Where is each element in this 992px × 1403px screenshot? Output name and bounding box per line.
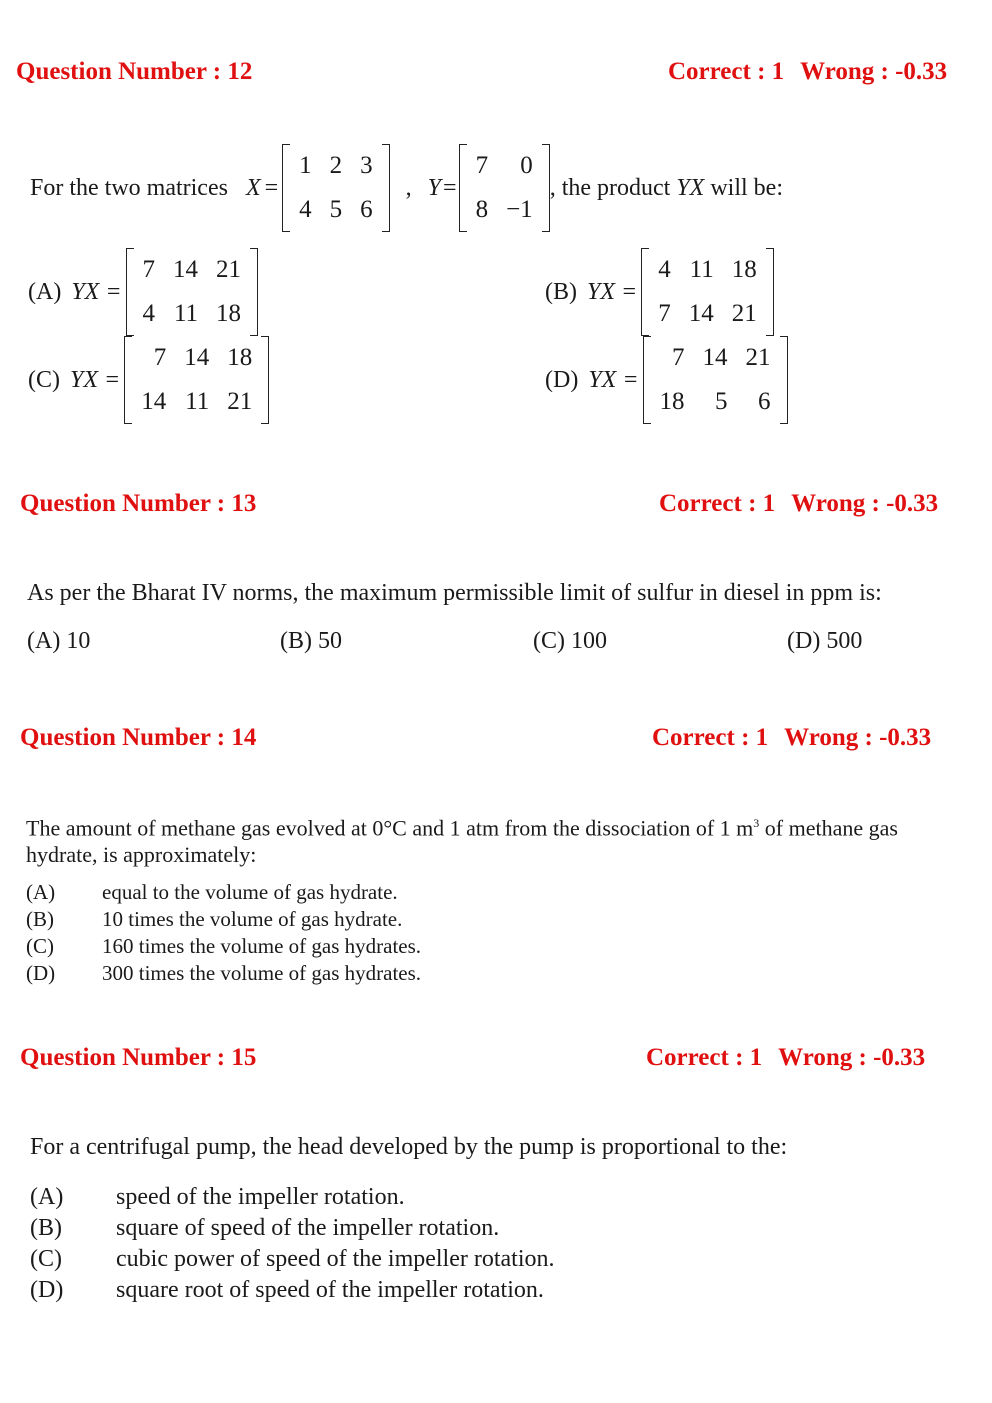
option-c[interactable] [28, 338, 269, 422]
option-text: square root of speed of the impeller rotation. [116, 1277, 544, 1303]
option-b[interactable]: (B) 50 [280, 628, 342, 654]
option-c[interactable]: (C) 100 [533, 628, 607, 654]
option-d[interactable] [30, 1275, 555, 1306]
matrix-cell: 21 [227, 388, 253, 415]
correct-marks: Correct : 1 [668, 58, 785, 85]
wrong-marks: Wrong : -0.33 [800, 58, 948, 85]
question-15-options [30, 1182, 555, 1306]
question-number-14: Question Number : 14 [20, 724, 257, 751]
option-d[interactable] [26, 960, 421, 987]
question-number-12: Question Number : 12 [16, 58, 253, 85]
option-a[interactable] [26, 879, 421, 906]
option-label: (D) [545, 366, 579, 393]
matrix-cell: 6 [360, 196, 373, 223]
correct-marks: Correct : 1 [646, 1044, 763, 1071]
matrix-cell: 11 [185, 388, 210, 415]
option-label: (D) [30, 1277, 64, 1303]
option-lhs: YX = [70, 366, 121, 393]
matrix-y-symbol: Y [427, 174, 442, 201]
equals-sign: = [443, 174, 457, 201]
option-label: (B) [30, 1215, 62, 1241]
option-c[interactable] [26, 933, 421, 960]
option-lhs: YX = [71, 278, 122, 305]
stem-end: will be: [710, 174, 783, 201]
matrix-cell: 18 [216, 300, 242, 327]
option-b[interactable] [26, 906, 421, 933]
matrix-cell: 7 [153, 344, 167, 371]
correct-marks: Correct : 1 [659, 490, 776, 517]
matrix-cell: 2 [329, 152, 343, 179]
stem-text: of methane gas [759, 815, 898, 841]
matrix-cell: 11 [689, 256, 714, 283]
marking-scheme-14 [652, 724, 931, 752]
matrix-cell: 14 [184, 344, 210, 371]
matrix-cell: 21 [731, 300, 757, 327]
stem-intro: For the two matrices [30, 174, 228, 201]
question-number-13: Question Number : 13 [20, 490, 257, 517]
matrix-cell: 3 [360, 152, 373, 179]
matrix-cell: 6 [758, 388, 771, 415]
matrix-cell: 4 [299, 196, 312, 223]
option-label: (C) [30, 1246, 62, 1272]
stem-line-2: hydrate, is approximately: [26, 842, 257, 868]
matrix-cell: 4 [658, 256, 671, 283]
matrix-cell: 1 [299, 152, 312, 179]
option-text: 300 times the volume of gas hydrates. [102, 961, 422, 985]
question-15-stem: For a centrifugal pump, the head developed by the pump is proportional to the: [30, 1134, 788, 1160]
matrix-cell: 21 [745, 344, 771, 371]
option-label: (C) [26, 934, 54, 958]
matrix-cell: 5 [329, 196, 343, 223]
matrix-cell: 14 [141, 388, 167, 415]
comma: , [405, 174, 412, 201]
option-text: square of speed of the impeller rotation. [116, 1215, 500, 1241]
option-matrix [124, 336, 269, 424]
matrix-cell: 14 [173, 256, 199, 283]
matrix-cell: 14 [688, 300, 714, 327]
matrix-cell: 18 [659, 388, 685, 415]
option-b[interactable] [30, 1213, 555, 1244]
stem-tail: , the product [549, 174, 671, 201]
option-d[interactable] [545, 338, 788, 422]
matrix-x-symbol: X [245, 174, 261, 201]
option-b[interactable] [545, 250, 774, 334]
option-matrix [126, 248, 259, 336]
product-symbol: YX [676, 174, 705, 201]
option-label: (A) [28, 278, 62, 305]
option-lhs: YX = [588, 366, 639, 393]
equals-sign: = [264, 174, 279, 201]
option-label: (A) [30, 1184, 64, 1210]
option-text: equal to the volume of gas hydrate. [102, 880, 398, 904]
question-12-stem [30, 146, 783, 230]
option-matrix [643, 336, 788, 424]
option-text: cubic power of speed of the impeller rotation. [116, 1246, 555, 1272]
wrong-marks: Wrong : -0.33 [791, 490, 939, 517]
option-matrix [641, 248, 774, 336]
matrix-x [282, 144, 390, 232]
option-a[interactable] [28, 250, 258, 334]
option-label: (B) [545, 278, 577, 305]
question-14-stem [26, 810, 976, 868]
option-lhs: YX = [587, 278, 638, 305]
marking-scheme-12 [668, 58, 947, 86]
option-d[interactable]: (D) 500 [787, 628, 863, 654]
matrix-cell: 14 [702, 344, 728, 371]
matrix-cell: 18 [227, 344, 253, 371]
option-text: 10 times the volume of gas hydrate. [102, 907, 403, 931]
matrix-cell: 7 [658, 300, 671, 327]
stem-text: The amount of methane gas evolved at 0°C and 1 atm from the dissociation of 1 m [26, 815, 754, 841]
option-label: (D) [26, 961, 56, 985]
correct-marks: Correct : 1 [652, 724, 769, 751]
wrong-marks: Wrong : -0.33 [784, 724, 932, 751]
option-label: (A) [26, 880, 56, 904]
matrix-cell: 11 [173, 300, 199, 327]
option-text: speed of the impeller rotation. [116, 1184, 405, 1210]
marking-scheme-15 [646, 1044, 925, 1072]
matrix-cell: 4 [142, 300, 156, 327]
matrix-cell: 18 [731, 256, 757, 283]
matrix-cell: 0 [520, 152, 533, 179]
superscript: 3 [753, 816, 760, 830]
option-text: 160 times the volume of gas hydrates. [102, 934, 422, 958]
matrix-cell: 5 [715, 388, 728, 415]
matrix-cell: −1 [506, 196, 533, 223]
matrix-cell: 21 [216, 256, 242, 283]
question-13-stem: As per the Bharat IV norms, the maximum permissible limit of sulfur in diesel in ppm is: [27, 580, 882, 606]
matrix-cell: 7 [475, 152, 489, 179]
question-14-options [26, 879, 421, 987]
wrong-marks: Wrong : -0.33 [778, 1044, 926, 1071]
option-label: (B) [26, 907, 54, 931]
matrix-y [459, 144, 550, 232]
matrix-cell: 7 [142, 256, 156, 283]
question-number-15: Question Number : 15 [20, 1044, 257, 1071]
marking-scheme-13 [659, 490, 938, 518]
option-a[interactable]: (A) 10 [27, 628, 91, 654]
matrix-cell: 8 [475, 196, 489, 223]
matrix-cell: 7 [672, 344, 685, 371]
option-a[interactable] [30, 1182, 555, 1213]
option-c[interactable] [30, 1244, 555, 1275]
option-label: (C) [28, 366, 60, 393]
